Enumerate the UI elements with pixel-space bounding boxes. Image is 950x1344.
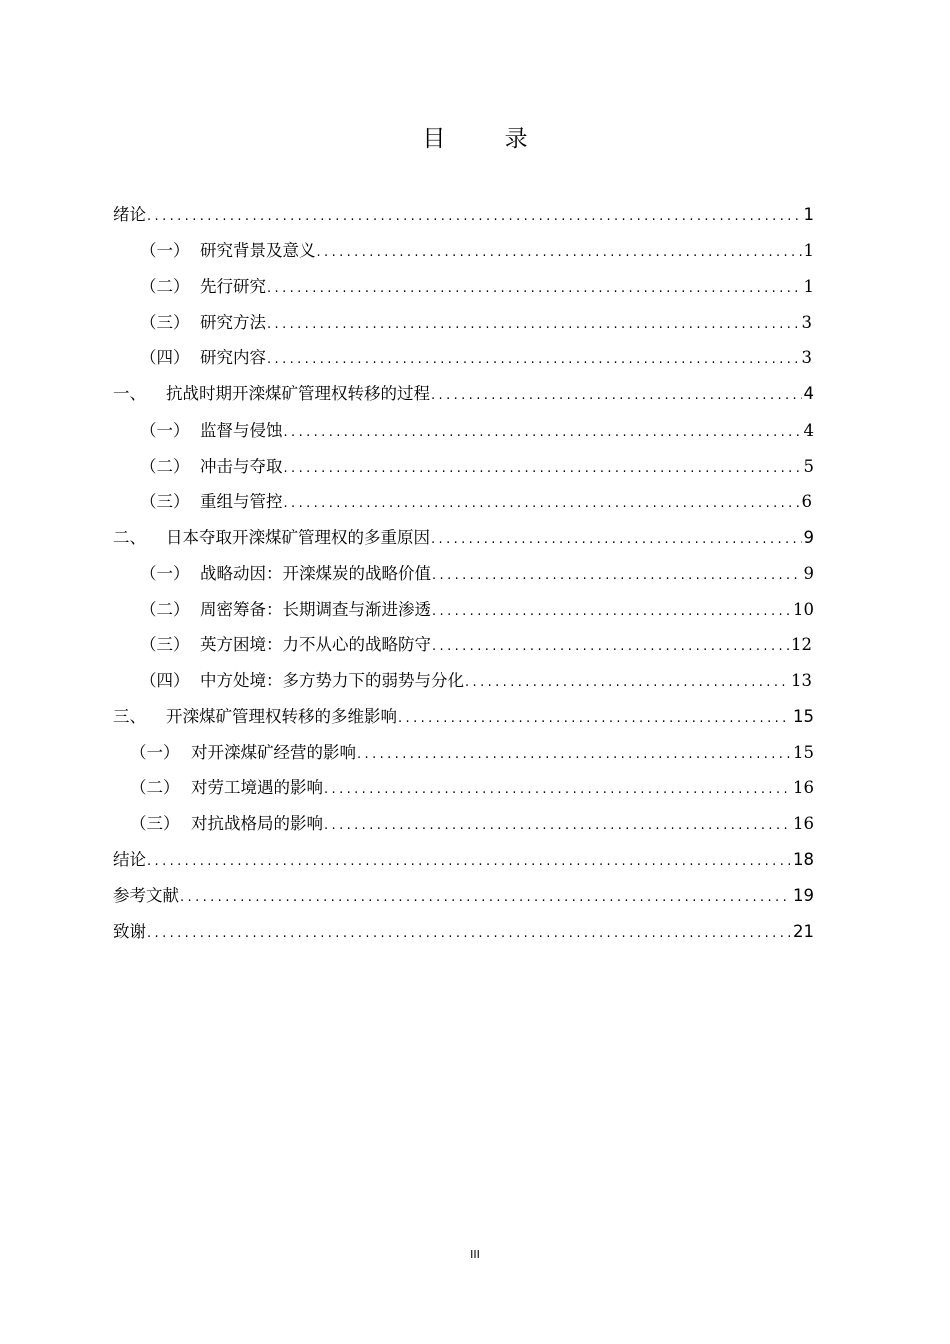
toc-dot-leader [431, 523, 802, 557]
toc-entry-number: （二） [140, 457, 190, 476]
toc-entry-number: （三） [140, 492, 190, 511]
toc-entry-chapter-3-3[interactable] [130, 807, 814, 841]
toc-entry-chapter-1[interactable] [113, 377, 814, 411]
toc-page-number: 16 [793, 814, 814, 833]
toc-entry-label: 参考文献 [113, 886, 179, 905]
toc-entry-label: 周密筹备：长期调查与渐进渗透 [200, 600, 431, 619]
toc-dot-leader [317, 236, 802, 270]
toc-entry-intro[interactable] [113, 198, 814, 232]
toc-entry-label: 监督与侵蚀 [200, 421, 283, 440]
toc-entry-chapter-2-1[interactable] [140, 557, 814, 591]
toc-entry-intro-3[interactable] [140, 306, 812, 340]
toc-dot-leader [357, 738, 791, 772]
toc-page-number: 21 [793, 922, 814, 941]
toc-dot-leader [284, 487, 800, 521]
toc-entry-label: 冲击与夺取 [200, 457, 283, 476]
toc-entry-label: 研究方法 [200, 313, 266, 332]
toc-page-number: 15 [793, 743, 814, 762]
toc-entry-number: （一） [140, 241, 190, 260]
toc-page-number: 9 [803, 528, 814, 547]
toc-entry-number: （三） [140, 313, 190, 332]
toc-entry-number: （一） [140, 421, 190, 440]
toc-dot-leader [180, 881, 791, 915]
toc-entry-number: （二） [130, 778, 180, 797]
toc-page-number: 16 [793, 778, 814, 797]
toc-entry-chapter-1-2[interactable] [140, 450, 814, 484]
toc-entry-number: （三） [140, 635, 190, 654]
toc-entry-label: 战略动因：开滦煤炭的战略价值 [200, 564, 431, 583]
toc-dot-leader [324, 773, 791, 807]
toc-entry-label: 致谢 [113, 922, 146, 941]
toc-dot-leader [147, 845, 791, 879]
toc-entry-chapter-2-2[interactable] [140, 593, 814, 627]
toc-entry-label: 绪论 [113, 205, 146, 224]
toc-entry-number: （四） [140, 671, 190, 690]
footer-page-number: III [470, 1248, 480, 1261]
toc-dot-leader [147, 917, 791, 951]
toc-entry-label: 结论 [113, 850, 146, 869]
toc-entry-number: 二、 [113, 528, 146, 547]
toc-entry-chapter-2-4[interactable] [140, 664, 812, 698]
toc-entry-number: （一） [140, 564, 190, 583]
toc-page-number: 12 [791, 635, 812, 654]
toc-entry-conclusion[interactable] [113, 843, 814, 877]
toc-entry-chapter-3-1[interactable] [130, 736, 814, 770]
toc-dot-leader [267, 343, 800, 377]
toc-dot-leader [432, 595, 791, 629]
toc-entry-references[interactable] [113, 879, 814, 913]
toc-page-number: 6 [801, 492, 812, 511]
toc-dot-leader [398, 702, 791, 736]
toc-page-number: 4 [803, 421, 814, 440]
toc-page-number: 9 [803, 564, 814, 583]
toc-entry-number: （三） [130, 814, 180, 833]
toc-page-number: 10 [793, 600, 814, 619]
toc-entry-label: 中方处境：多方势力下的弱势与分化 [200, 671, 464, 690]
toc-entry-number: 三、 [113, 707, 146, 726]
toc-entry-label: 对劳工境遇的影响 [191, 778, 323, 797]
toc-page-number: 19 [793, 886, 814, 905]
toc-page-number: 13 [791, 671, 812, 690]
toc-entry-chapter-1-3[interactable] [140, 485, 812, 519]
toc-entry-number: （四） [140, 348, 190, 367]
toc-entry-number: （一） [130, 743, 180, 762]
toc-entry-label: 日本夺取开滦煤矿管理权的多重原因 [166, 528, 430, 547]
toc-entry-acknowledgements[interactable] [113, 915, 814, 949]
toc-entry-intro-4[interactable] [140, 341, 812, 375]
toc-dot-leader [284, 416, 802, 450]
toc-dot-leader [431, 379, 802, 413]
toc-entry-chapter-2[interactable] [113, 521, 814, 555]
toc-page-number: 1 [803, 277, 814, 296]
toc-entry-label: 抗战时期开滦煤矿管理权转移的过程 [166, 384, 430, 403]
toc-entry-label: 重组与管控 [200, 492, 283, 511]
toc-page-number: 3 [801, 348, 812, 367]
toc-entry-chapter-2-3[interactable] [140, 628, 812, 662]
toc-entry-number: 一、 [113, 384, 146, 403]
toc-entry-label: 对开滦煤矿经营的影响 [191, 743, 356, 762]
toc-dot-leader [324, 809, 791, 843]
toc-dot-leader [432, 559, 802, 593]
toc-entry-chapter-1-1[interactable] [140, 414, 814, 448]
toc-dot-leader [284, 452, 802, 486]
toc-entry-number: （二） [140, 277, 190, 296]
toc-entry-label: 先行研究 [200, 277, 266, 296]
toc-dot-leader [267, 308, 800, 342]
toc-page-number: 18 [793, 850, 814, 869]
toc-entry-label: 英方困境：力不从心的战略防守 [200, 635, 431, 654]
toc-page-number: 1 [803, 205, 814, 224]
toc-page-number: 3 [801, 313, 812, 332]
toc-entry-label: 开滦煤矿管理权转移的多维影响 [166, 707, 397, 726]
toc-entry-label: 研究背景及意义 [200, 241, 316, 260]
toc-entry-intro-1[interactable] [140, 234, 814, 268]
toc-entry-label: 研究内容 [200, 348, 266, 367]
toc-dot-leader [465, 666, 789, 700]
toc-page-number: 1 [803, 241, 814, 260]
toc-entry-chapter-3[interactable] [113, 700, 814, 734]
toc-entry-label: 对抗战格局的影响 [191, 814, 323, 833]
toc-dot-leader [267, 272, 802, 306]
toc-page-number: 5 [803, 457, 814, 476]
toc-entry-number: （二） [140, 600, 190, 619]
toc-entry-intro-2[interactable] [140, 270, 814, 304]
toc-page-number: 4 [803, 384, 814, 403]
toc-dot-leader [147, 200, 802, 234]
toc-title: 目 录 [422, 126, 554, 152]
toc-page-number: 15 [793, 707, 814, 726]
toc-entry-chapter-3-2[interactable] [130, 771, 814, 805]
toc-dot-leader [432, 630, 789, 664]
